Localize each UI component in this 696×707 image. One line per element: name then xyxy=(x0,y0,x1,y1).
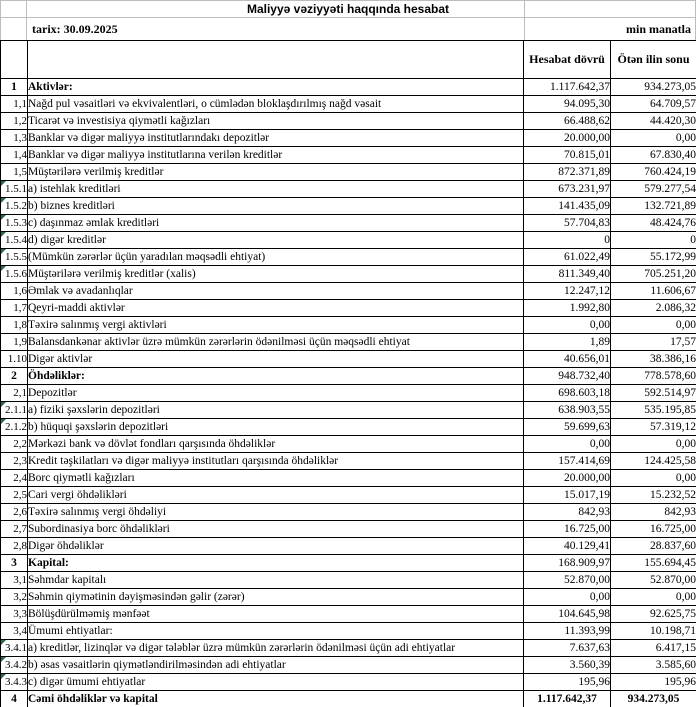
table-row xyxy=(1,572,696,589)
row-label-cell: Borc qiymətli kağızları xyxy=(28,470,524,487)
prior-year-value-cell: 705.251,20 xyxy=(611,266,696,283)
prior-year-value-cell: 3.585,60 xyxy=(611,657,696,674)
prior-year-value-cell: 38.386,16 xyxy=(611,351,696,368)
row-label-cell: Bölüşdürülməmiş mənfəət xyxy=(28,606,524,623)
prior-year-value-cell: 760.424,19 xyxy=(611,164,696,181)
current-period-value-cell: 1,89 xyxy=(524,334,611,351)
row-label-cell: Səhmdar kapitalı xyxy=(28,572,524,589)
row-number-cell xyxy=(1,249,28,266)
row-label-cell: a) istehlak kreditləri xyxy=(28,181,524,198)
row-number: 2,1 xyxy=(13,387,27,399)
row-number-cell xyxy=(1,130,28,147)
row-label-cell: Mərkəzi bank və dövlət fondları qarşısında öhdəliklər xyxy=(28,436,524,453)
unit-label: min manatla xyxy=(625,22,691,36)
row-number: 2,3 xyxy=(13,455,27,467)
row-number: 1 xyxy=(11,81,17,93)
table-row xyxy=(1,436,696,453)
table-row xyxy=(1,300,696,317)
row-label-cell: b) biznes kreditləri xyxy=(28,198,524,215)
prior-year-value-cell: 44.420,30 xyxy=(611,113,696,130)
report-date-label: tarix: 30.09.2025 xyxy=(32,22,118,36)
row-number-cell xyxy=(1,147,28,164)
row-number-cell xyxy=(1,334,28,351)
row-number: 3.4.2 xyxy=(5,659,27,671)
current-period-value-cell: 141.435,09 xyxy=(524,198,611,215)
row-number-cell xyxy=(1,691,28,707)
current-period-value-cell: 0 xyxy=(524,232,611,249)
cell-error-triangle-icon xyxy=(1,674,6,679)
table-row xyxy=(1,130,696,147)
row-label-cell: Aktivlər: xyxy=(28,79,524,96)
row-number-cell xyxy=(1,402,28,419)
row-number-cell xyxy=(1,623,28,640)
current-period-value-cell: 20.000,00 xyxy=(524,470,611,487)
row-number-cell xyxy=(1,538,28,555)
row-number-cell xyxy=(1,96,28,113)
row-label-cell: (Mümkün zərərlər üçün yaradılan məqsədli ehtiyat) xyxy=(28,249,524,266)
prior-year-value-cell: 934.273,05 xyxy=(611,691,696,707)
row-number: 3.4.3 xyxy=(5,676,27,688)
cell-error-triangle-icon xyxy=(1,402,6,407)
row-label-cell: Digər aktivlər xyxy=(28,351,524,368)
table-row xyxy=(1,555,696,572)
current-period-value-cell: 1.117.642,37 xyxy=(524,79,611,96)
row-number-cell xyxy=(1,198,28,215)
row-label-cell: d) digər kreditlər xyxy=(28,232,524,249)
row-number-cell xyxy=(1,657,28,674)
prior-year-value-cell: 535.195,85 xyxy=(611,402,696,419)
prior-year-value-cell: 0,00 xyxy=(611,436,696,453)
row-label-cell: Cari vergi öhdəlikləri xyxy=(28,487,524,504)
current-period-value-cell: 811.349,40 xyxy=(524,266,611,283)
table-row xyxy=(1,351,696,368)
table-row xyxy=(1,198,696,215)
row-number-cell xyxy=(1,640,28,657)
cell-error-triangle-icon xyxy=(1,657,6,662)
row-number: 1,8 xyxy=(13,319,27,331)
row-number-cell xyxy=(1,368,28,385)
current-period-value-cell: 15.017,19 xyxy=(524,487,611,504)
cell-error-triangle-icon xyxy=(1,419,6,424)
row-number: 1,4 xyxy=(13,149,27,161)
current-period-value-cell: 872.371,89 xyxy=(524,164,611,181)
row-number: 1.5.3 xyxy=(5,217,27,229)
current-period-value-cell: 1.117.642,37 xyxy=(524,691,611,707)
table-row xyxy=(1,266,696,283)
row-number: 3,2 xyxy=(13,591,27,603)
table-row xyxy=(1,538,696,555)
row-number-cell xyxy=(1,317,28,334)
gridline xyxy=(524,18,525,40)
table-row xyxy=(1,232,696,249)
prior-year-value-cell: 2.086,32 xyxy=(611,300,696,317)
prior-year-value-cell: 132.721,89 xyxy=(611,198,696,215)
current-period-value-cell: 16.725,00 xyxy=(524,521,611,538)
row-label-cell: Nağd pul vəsaitləri və ekvivalentləri, o cümlədən bloklaşdırılmış nağd vəsait xyxy=(28,96,524,113)
row-number-cell xyxy=(1,181,28,198)
row-label-cell: b) hüquqi şəxslərin depozitləri xyxy=(28,419,524,436)
cell-error-triangle-icon xyxy=(1,266,6,271)
report-title-row xyxy=(0,0,696,18)
row-label-cell: a) kreditlər, lizinqlər və digər tələblər üzrə mümkün zərərlərin ödənilməsi üçün adi ehtiyatlar xyxy=(28,640,524,657)
table-row xyxy=(1,147,696,164)
prior-year-value-cell: 124.425,58 xyxy=(611,453,696,470)
current-period-value-cell: 1.992,80 xyxy=(524,300,611,317)
current-period-value-cell: 52.870,00 xyxy=(524,572,611,589)
row-number-cell xyxy=(1,589,28,606)
row-label-cell: Müştərilərə verilmiş kreditlər xyxy=(28,164,524,181)
row-number: 2,7 xyxy=(13,523,27,535)
row-label-cell: Öhdəliklər: xyxy=(28,368,524,385)
current-period-value-cell: 12.247,12 xyxy=(524,283,611,300)
row-number: 1,2 xyxy=(13,115,27,127)
current-period-value-cell: 698.603,18 xyxy=(524,385,611,402)
table-row xyxy=(1,691,696,707)
current-period-value-cell: 0,00 xyxy=(524,436,611,453)
current-period-value-cell: 57.704,83 xyxy=(524,215,611,232)
row-label-cell: Balansdankənar aktivlər üzrə mümkün zərərlərin ödənilməsi üçün məqsədli ehtiyat xyxy=(28,334,524,351)
row-label-cell: Depozitlər xyxy=(28,385,524,402)
current-period-value-cell: 61.022,49 xyxy=(524,249,611,266)
row-label-cell: Kredit təşkilatları və digər maliyyə institutları qarşısında öhdəliklər xyxy=(28,453,524,470)
cell-error-triangle-icon xyxy=(1,640,6,645)
table-row xyxy=(1,215,696,232)
row-number-cell xyxy=(1,385,28,402)
current-period-value-cell: 70.815,01 xyxy=(524,147,611,164)
row-number-cell xyxy=(1,232,28,249)
current-period-value-cell: 66.488,62 xyxy=(524,113,611,130)
row-label-cell: Müştərilərə verilmiş kreditlər (xalis) xyxy=(28,266,524,283)
current-period-value-cell: 7.637,63 xyxy=(524,640,611,657)
prior-year-value-cell: 16.725,00 xyxy=(611,521,696,538)
current-period-value-cell: 20.000,00 xyxy=(524,130,611,147)
row-number: 3,4 xyxy=(13,625,27,637)
row-number: 3,3 xyxy=(13,608,27,620)
row-number: 1,5 xyxy=(13,166,27,178)
table-row xyxy=(1,402,696,419)
header-label-cell xyxy=(28,41,524,79)
row-number-cell xyxy=(1,436,28,453)
prior-year-value-cell: 64.709,57 xyxy=(611,96,696,113)
current-period-value-cell: 195,96 xyxy=(524,674,611,691)
row-number-cell xyxy=(1,79,28,96)
row-label-cell: Əmlak və avadanlıqlar xyxy=(28,283,524,300)
prior-year-value-cell: 0,00 xyxy=(611,130,696,147)
column-header-current: Hesabat dövrü xyxy=(524,41,611,79)
table-header-row xyxy=(1,41,696,79)
row-number: 1.5.5 xyxy=(5,251,27,263)
prior-year-value-cell: 778.578,60 xyxy=(611,368,696,385)
cell-error-triangle-icon xyxy=(1,198,6,203)
prior-year-value-cell: 48.424,76 xyxy=(611,215,696,232)
row-number-cell xyxy=(1,113,28,130)
table-row xyxy=(1,164,696,181)
current-period-value-cell: 59.699,63 xyxy=(524,419,611,436)
current-period-value-cell: 0,00 xyxy=(524,589,611,606)
table-row xyxy=(1,657,696,674)
table-row xyxy=(1,419,696,436)
row-number-cell xyxy=(1,351,28,368)
prior-year-value-cell: 842,93 xyxy=(611,504,696,521)
table-row xyxy=(1,589,696,606)
row-number-cell xyxy=(1,453,28,470)
table-row xyxy=(1,470,696,487)
table-row xyxy=(1,487,696,504)
row-label-cell: c) daşınmaz əmlak kreditləri xyxy=(28,215,524,232)
current-period-value-cell: 40.129,41 xyxy=(524,538,611,555)
current-period-value-cell: 673.231,97 xyxy=(524,181,611,198)
table-row xyxy=(1,96,696,113)
report-title: Maliyyə vəziyyəti haqqında hesabat xyxy=(246,2,450,16)
table-row xyxy=(1,504,696,521)
row-number: 2,6 xyxy=(13,506,27,518)
current-period-value-cell: 40.656,01 xyxy=(524,351,611,368)
row-number-cell xyxy=(1,572,28,589)
prior-year-value-cell: 0,00 xyxy=(611,317,696,334)
row-label-cell: Subordinasiya borc öhdəlikləri xyxy=(28,521,524,538)
prior-year-value-cell: 92.625,75 xyxy=(611,606,696,623)
row-label-cell: Qeyri-maddi aktivlər xyxy=(28,300,524,317)
table-row xyxy=(1,674,696,691)
row-number: 2,5 xyxy=(13,489,27,501)
row-number: 1.10 xyxy=(7,353,27,365)
row-number: 1.5.2 xyxy=(5,200,27,212)
current-period-value-cell: 0,00 xyxy=(524,317,611,334)
row-label-cell: b) əsas vəsaitlərin qiymətləndirilməsindən adi ehtiyatlar xyxy=(28,657,524,674)
gridline xyxy=(26,18,27,40)
prior-year-value-cell: 0,00 xyxy=(611,470,696,487)
column-header-prior: Ötən ilin sonu xyxy=(611,41,696,79)
current-period-value-cell: 3.560,39 xyxy=(524,657,611,674)
row-label-cell: c) digər ümumi ehtiyatlar xyxy=(28,674,524,691)
prior-year-value-cell: 10.198,71 xyxy=(611,623,696,640)
row-number-cell xyxy=(1,266,28,283)
current-period-value-cell: 842,93 xyxy=(524,504,611,521)
table-row xyxy=(1,453,696,470)
prior-year-value-cell: 0,00 xyxy=(611,589,696,606)
row-number-cell xyxy=(1,555,28,572)
row-number-cell xyxy=(1,487,28,504)
prior-year-value-cell: 28.837,60 xyxy=(611,538,696,555)
row-number-cell xyxy=(1,419,28,436)
row-label-cell: Təxirə salınmış vergi öhdəliyi xyxy=(28,504,524,521)
table-row xyxy=(1,521,696,538)
row-number: 1,9 xyxy=(13,336,27,348)
current-period-value-cell: 638.903,55 xyxy=(524,402,611,419)
row-number: 2.1.1 xyxy=(5,404,27,416)
row-number-cell xyxy=(1,504,28,521)
row-label-cell: Digər öhdəliklər xyxy=(28,538,524,555)
table-row xyxy=(1,283,696,300)
table-row xyxy=(1,334,696,351)
current-period-value-cell: 104.645,98 xyxy=(524,606,611,623)
cell-error-triangle-icon xyxy=(1,232,6,237)
row-label-cell: Ümumi ehtiyatlar: xyxy=(28,623,524,640)
row-number: 1.5.4 xyxy=(5,234,27,246)
row-number: 1,6 xyxy=(13,285,27,297)
row-number: 3 xyxy=(11,557,17,569)
row-number: 4 xyxy=(11,693,17,705)
cell-error-triangle-icon xyxy=(1,215,6,220)
table-row xyxy=(1,79,696,96)
table-row xyxy=(1,385,696,402)
row-number-cell xyxy=(1,606,28,623)
prior-year-value-cell: 17,57 xyxy=(611,334,696,351)
table-row xyxy=(1,317,696,334)
row-number-cell xyxy=(1,521,28,538)
prior-year-value-cell: 6.417,15 xyxy=(611,640,696,657)
row-number-cell xyxy=(1,164,28,181)
prior-year-value-cell: 67.830,40 xyxy=(611,147,696,164)
row-number-cell xyxy=(1,300,28,317)
prior-year-value-cell: 155.694,45 xyxy=(611,555,696,572)
row-number: 2.1.2 xyxy=(5,421,27,433)
current-period-value-cell: 168.909,97 xyxy=(524,555,611,572)
current-period-value-cell: 157.414,69 xyxy=(524,453,611,470)
row-label-cell: Təxirə salınmış vergi aktivləri xyxy=(28,317,524,334)
current-period-value-cell: 11.393,99 xyxy=(524,623,611,640)
row-label-cell: Kapital: xyxy=(28,555,524,572)
row-label-cell: Cəmi öhdəliklər və kapital xyxy=(28,691,524,707)
row-number: 2,2 xyxy=(13,438,27,450)
report-table xyxy=(0,40,696,707)
table-row xyxy=(1,640,696,657)
prior-year-value-cell: 52.870,00 xyxy=(611,572,696,589)
prior-year-value-cell: 592.514,97 xyxy=(611,385,696,402)
prior-year-value-cell: 0 xyxy=(611,232,696,249)
row-number: 1.5.6 xyxy=(5,268,27,280)
row-label-cell: Banklar və digər maliyyə institutlarındakı depozitlər xyxy=(28,130,524,147)
header-number-cell xyxy=(1,41,28,79)
row-number: 1,1 xyxy=(13,98,27,110)
row-number: 3.4.1 xyxy=(5,642,27,654)
prior-year-value-cell: 934.273,05 xyxy=(611,79,696,96)
row-number: 2 xyxy=(11,370,17,382)
table-row xyxy=(1,113,696,130)
row-number-cell xyxy=(1,215,28,232)
row-label-cell: a) fiziki şəxslərin depozitləri xyxy=(28,402,524,419)
row-number-cell xyxy=(1,470,28,487)
row-label-cell: Ticarət və investisiya qiymətli kağızları xyxy=(28,113,524,130)
prior-year-value-cell: 55.172,99 xyxy=(611,249,696,266)
table-row xyxy=(1,623,696,640)
prior-year-value-cell: 15.232,52 xyxy=(611,487,696,504)
prior-year-value-cell: 11.606,67 xyxy=(611,283,696,300)
cell-error-triangle-icon xyxy=(1,181,6,186)
row-number: 3,1 xyxy=(13,574,27,586)
row-number-cell xyxy=(1,283,28,300)
row-label-cell: Səhmin qiymətinin dəyişməsindən gəlir (zərər) xyxy=(28,589,524,606)
row-number: 2,4 xyxy=(13,472,27,484)
current-period-value-cell: 948.732,40 xyxy=(524,368,611,385)
report-meta-row xyxy=(0,18,696,40)
row-number-cell xyxy=(1,674,28,691)
row-number: 1,3 xyxy=(13,132,27,144)
current-period-value-cell: 94.095,30 xyxy=(524,96,611,113)
table-row xyxy=(1,249,696,266)
table-row xyxy=(1,368,696,385)
row-number: 2,8 xyxy=(13,540,27,552)
row-number: 1,7 xyxy=(13,302,27,314)
prior-year-value-cell: 579.277,54 xyxy=(611,181,696,198)
prior-year-value-cell: 57.319,12 xyxy=(611,419,696,436)
cell-error-triangle-icon xyxy=(1,249,6,254)
row-number: 1.5.1 xyxy=(5,183,27,195)
table-row xyxy=(1,606,696,623)
prior-year-value-cell: 195,96 xyxy=(611,674,696,691)
row-label-cell: Banklar və digər maliyyə institutlarına verilən kreditlər xyxy=(28,147,524,164)
table-row xyxy=(1,181,696,198)
